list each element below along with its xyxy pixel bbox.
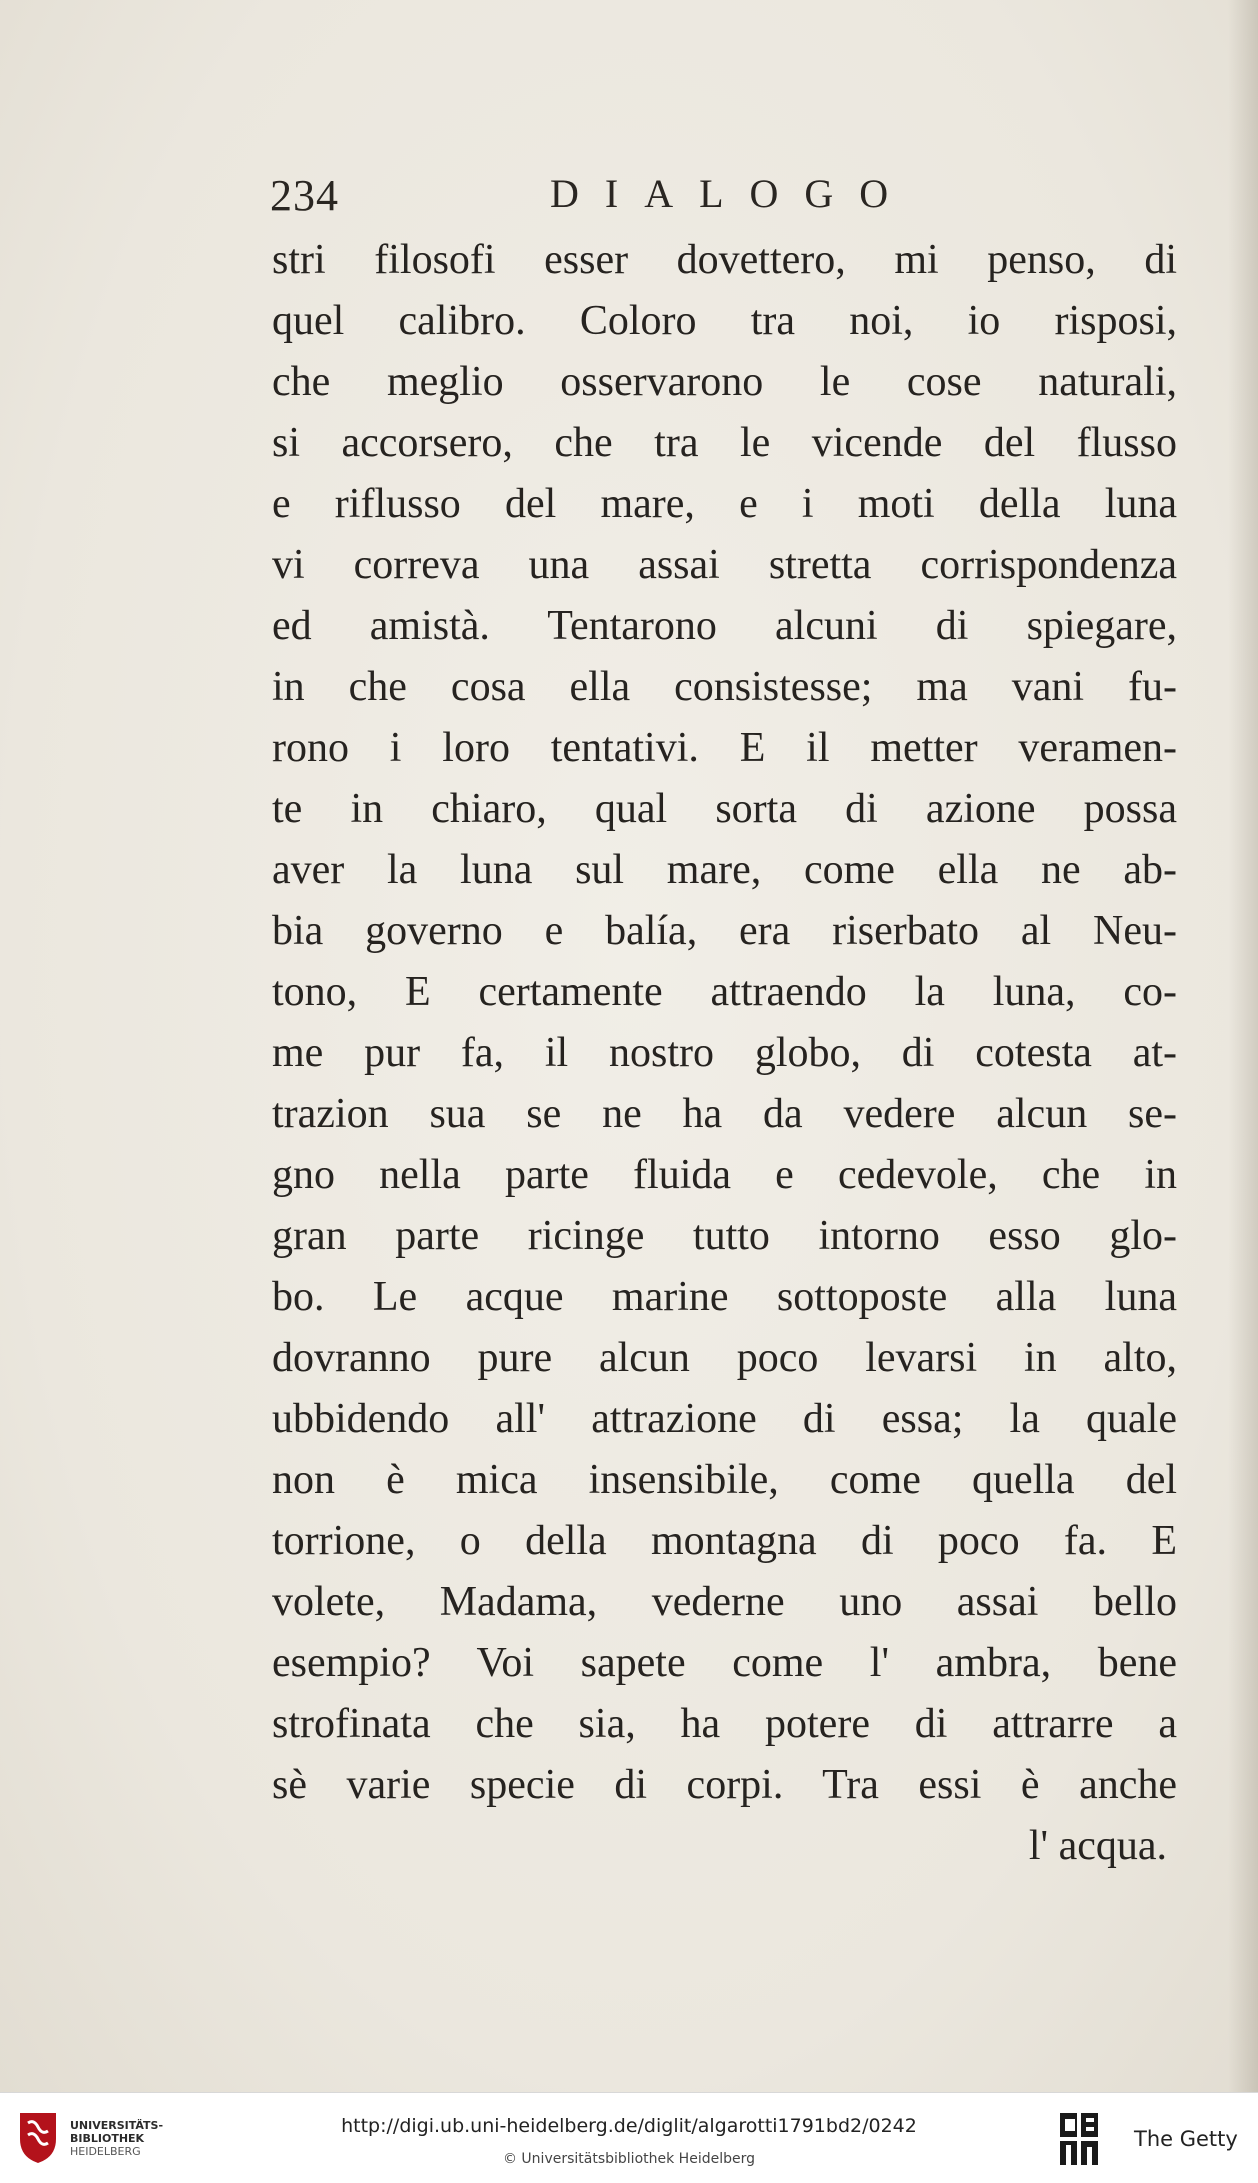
text-line: esempio? Voi sapete come l' ambra, bene [272,1640,1177,1686]
text-line: quel calibro. Coloro tra noi, io risposi, [272,298,1177,344]
text-line: vi correva una assai stretta corrispondenza [272,542,1177,588]
text-line: trazion sua se ne ha da vedere alcun se- [272,1091,1177,1137]
page-edge-shadow [1228,0,1258,2092]
text-line: rono i loro tentativi. E il metter veramen- [272,725,1177,771]
getty-logo-icon[interactable] [1058,2111,1100,2167]
text-line: ed amistà. Tentarono alcuni di spiegare, [272,603,1177,649]
text-line: stri filosofi esser dovettero, mi penso, di [272,237,1177,283]
getty-name: The Getty [1134,2127,1238,2151]
text-line: non è mica insensibile, come quella del [272,1457,1177,1503]
text-line: bia governo e balía, era riserbato al Neu- [272,908,1177,954]
uni-line-3: HEIDELBERG [70,2145,141,2158]
text-line: sè varie specie di corpi. Tra essi è anche [272,1762,1177,1808]
text-line: e riflusso del mare, e i moti della luna [272,481,1177,527]
text-line: in che cosa ella consistesse; ma vani fu- [272,664,1177,710]
catchword-line: l' acqua. [1028,1823,1167,1869]
permalink-url[interactable]: http://digi.ub.uni-heidelberg.de/diglit/algarotti1791bd2/0242 [341,2115,917,2137]
page-header [270,170,1190,230]
page-number: 234 [270,171,339,220]
running-head: DIALOGO [550,171,915,216]
uni-line-2: BIBLIOTHEK [70,2132,145,2145]
copyright-notice: © Universitätsbibliothek Heidelberg [502,2151,755,2167]
text-line: che meglio osservarono le cose naturali, [272,359,1177,405]
text-line: aver la luna sul mare, come ella ne ab- [272,847,1177,893]
text-line: gran parte ricinge tutto intorno esso glo- [272,1213,1177,1259]
text-line: bo. Le acque marine sottoposte alla luna [272,1274,1177,1320]
text-line: volete, Madama, vederne uno assai bello [272,1579,1177,1625]
text-line: me pur fa, il nostro globo, di cotesta at- [272,1030,1177,1076]
footer-bar [0,2092,1258,2183]
text-line: si accorsero, che tra le vicende del flusso [272,420,1177,466]
text-line: tono, E certamente attraendo la luna, co- [272,969,1177,1015]
text-line: strofinata che sia, ha potere di attrarre a [272,1701,1177,1747]
uni-line-1: UNIVERSITÄTS- [70,2119,164,2132]
text-line: torrione, o della montagna di poco fa. E [272,1518,1177,1564]
text-line: gno nella parte fluida e cedevole, che in [272,1152,1177,1198]
text-line: te in chiaro, qual sorta di azione possa [272,786,1177,832]
body-text [272,230,1177,1877]
text-line: ubbidendo all' attrazione di essa; la quale [272,1396,1177,1442]
text-line: dovranno pure alcun poco levarsi in alto, [272,1335,1177,1381]
